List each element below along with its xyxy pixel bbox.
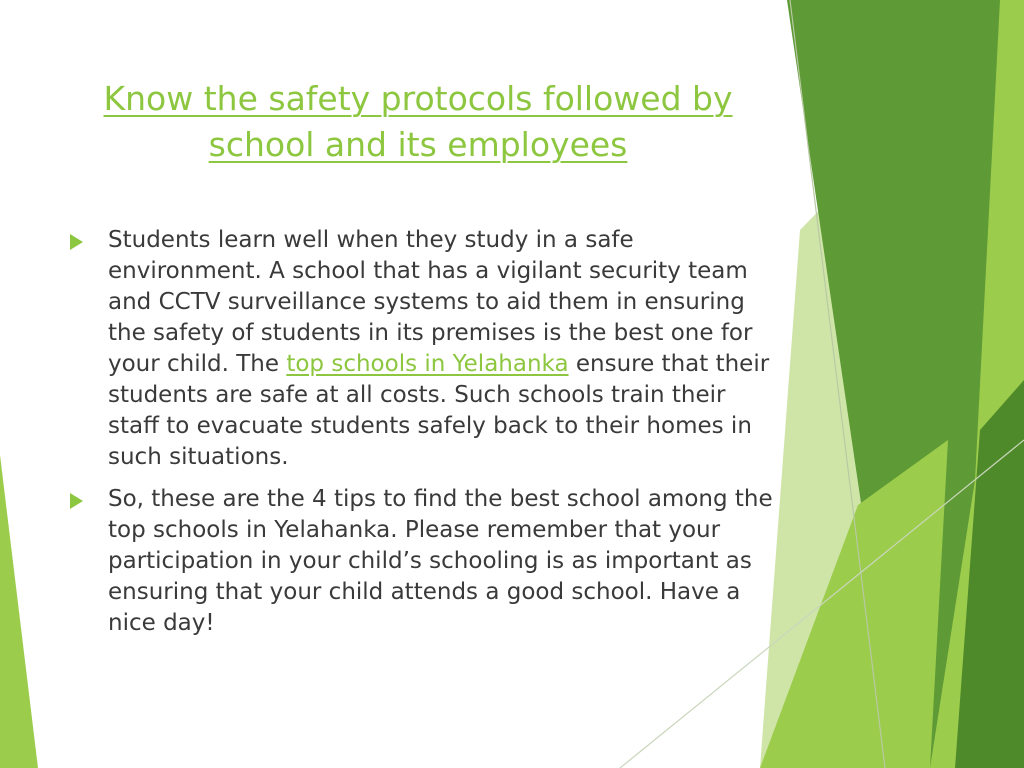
bullet-item-1 [70,225,780,473]
triangle-bullet-icon [70,493,83,509]
bullet-1-text-before: Students learn well when they study in a safe environment. A school that has a vigilant security team and CCTV surveillance systems to aid them in ensuring the safety of students in its premises is the best one for your child. The [108,227,753,377]
triangle-bullet-icon [70,234,83,250]
bullet-2-text: So, these are the 4 tips to find the best school among the top schools in Yelahanka. Please remember that your participation in your child’s schooling is as important as ensuring that your child attends a good school. Have a nice day! [108,486,773,636]
bullet-list [70,225,780,650]
top-schools-link[interactable]: top schools in Yelahanka [286,351,569,377]
slide-title: Know the safety protocols followed by school and its employees [103,79,733,164]
left-green-sliver [0,455,38,768]
bullet-item-2 [70,484,780,639]
bullet-1-text-after: ensure that their students are safe at all costs. Such schools train their staff to evacuate students safely back to their homes in such situations. [108,351,770,470]
